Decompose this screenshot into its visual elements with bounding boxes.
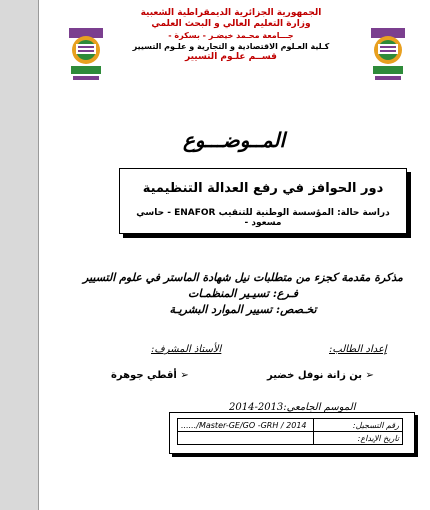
university-logo-left (65, 26, 107, 82)
deposit-date-value (178, 432, 314, 445)
university-logo-right (367, 26, 409, 82)
thesis-description (53, 270, 430, 318)
registration-table (177, 418, 403, 445)
case-study-line: دراسة حالة: المؤسسة الوطنية للتنقيب ENAFOR - حاسي مسعود - (136, 208, 390, 228)
bullet-icon: ➢ (176, 370, 189, 381)
header-university: جـــامعة محـمد خيضـر - بسكرة - (168, 31, 294, 40)
student-name-text: بن زانة نوفل خضير (267, 370, 363, 381)
supervisor-name-text: أقطي جوهرة (111, 370, 177, 381)
academic-season: الموسم الجامعي:2013-2014 (229, 402, 356, 413)
student-label: إعداد الطالب: (329, 344, 387, 355)
header-faculty: كـلية العـلوم الاقتصادية و التجارية و علـوم التسيير (132, 42, 330, 51)
header-department: قســم علـوم التسيير (185, 52, 277, 62)
thesis-branch: فـرع: تسيـير المنظمـات (187, 287, 299, 300)
institution-header (131, 8, 331, 63)
student-name (267, 370, 374, 381)
thesis-specialty: تخـصص: تسيير الموارد البشريـة (169, 303, 317, 316)
subject-heading: المــوضـــوع (182, 128, 286, 152)
document-page (38, 0, 430, 510)
header-republic: الجمهورية الجزائرية الديمقراطية الشعبية (140, 8, 322, 18)
supervisor-label: الأستاذ المشرف: (151, 344, 222, 355)
registration-number-label: رقم التسجيل: (314, 419, 403, 432)
thesis-purpose: مذكرة مقدمة كجزء من متطلبات نيل شهادة الماستر في علوم التسيير (83, 271, 403, 284)
deposit-date-label: تاريخ الإيداع: (314, 432, 403, 445)
registration-number-value: ....../Master-GE/GO -GRH / 2014 (178, 419, 314, 432)
header-ministry: وزارة التعليم العالي و البحث العلمي (151, 19, 311, 29)
thesis-title: دور الحوافز في رفع العدالة التنظيمية (142, 181, 384, 196)
table-row (178, 432, 403, 445)
title-box (119, 168, 407, 234)
bullet-icon: ➢ (362, 370, 374, 381)
table-row (178, 419, 403, 432)
supervisor-name (111, 370, 189, 381)
